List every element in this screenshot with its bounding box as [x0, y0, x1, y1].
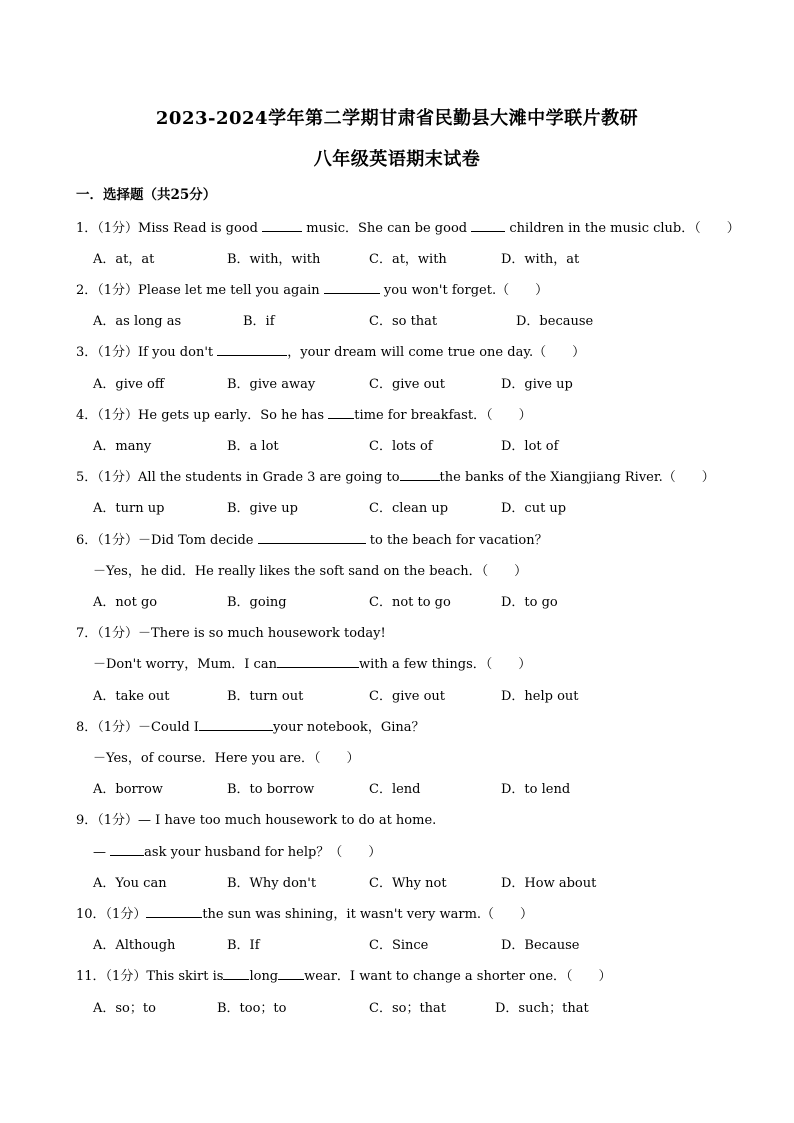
question-stem: －Could I — [138, 720, 199, 735]
exam-title-line2: 八年级英语期末试卷 — [313, 149, 481, 170]
question-8 — [76, 716, 424, 735]
question-stem: the banks of the Xiangjiang River.（ ） — [439, 470, 715, 485]
option-b: B．give away — [227, 377, 316, 392]
question-11 — [76, 965, 612, 984]
option-a: A．at，at — [93, 252, 155, 267]
option-a: A．turn up — [93, 501, 165, 516]
option-d: D．cut up — [501, 501, 567, 516]
answer-blank — [217, 343, 287, 356]
option-a: A．as long as — [93, 314, 182, 329]
question-stem: time for breakfast．（ ） — [354, 408, 532, 423]
option-b: B．too；to — [217, 1001, 287, 1016]
question-number: 8．（1分） — [76, 720, 139, 735]
question-6 — [76, 529, 548, 548]
question-10 — [76, 903, 533, 922]
answer-blank — [324, 281, 380, 294]
question-stem: to the beach for vacation？ — [365, 533, 548, 548]
option-d: D．to go — [501, 595, 558, 610]
option-a: A．many — [93, 439, 152, 454]
question-number: 5．（1分） — [76, 470, 139, 485]
question-stem: music．She can be good — [302, 221, 472, 236]
exam-title-line1: 2023-2024学年第二学期甘肃省民勤县大滩中学联片教研 — [155, 108, 639, 129]
answer-blank — [328, 406, 354, 419]
reply-text: ask your husband for help？（ ） — [144, 845, 382, 860]
option-a: A．give off — [93, 377, 165, 392]
option-c: C．Since — [369, 938, 429, 953]
options-row — [93, 872, 733, 890]
option-d: D．such；that — [495, 1001, 589, 1016]
question-stem: children in the music club．（ ） — [505, 221, 740, 236]
option-c: C．lend — [369, 782, 421, 797]
question-9 — [76, 809, 436, 828]
option-a: A．so；to — [93, 1001, 156, 1016]
question-stem: He gets up early．So he has — [138, 408, 329, 423]
question-number: 3．（1分） — [76, 345, 139, 360]
option-c: C．give out — [369, 377, 446, 392]
question-number: 11．（1分） — [76, 969, 147, 984]
option-c: C．at，with — [369, 252, 447, 267]
option-b: B．to borrow — [227, 782, 315, 797]
answer-blank — [223, 967, 249, 980]
option-d: D．help out — [501, 689, 579, 704]
options-row — [93, 248, 733, 266]
question-number: 2．（1分） — [76, 283, 139, 298]
option-c: C．not to go — [369, 595, 451, 610]
option-a: A．You can — [93, 876, 167, 891]
option-d: D．to lend — [501, 782, 571, 797]
option-b: B．a lot — [227, 439, 279, 454]
option-a: A．borrow — [93, 782, 163, 797]
question-stem: Miss Read is good — [138, 221, 263, 236]
options-row — [93, 373, 733, 391]
option-b: B．turn out — [227, 689, 304, 704]
question-2 — [76, 279, 548, 298]
answer-blank — [146, 905, 202, 918]
answer-blank — [277, 655, 359, 668]
section-heading: 一．选择题（共25分） — [76, 187, 217, 203]
dialogue-reply: －Yes，of course．Here you are．（ ） — [93, 751, 360, 766]
option-c: C．lots of — [369, 439, 433, 454]
option-d: D．give up — [501, 377, 573, 392]
options-row — [93, 497, 733, 515]
question-number: 7．（1分） — [76, 626, 139, 641]
dialogue-reply — [93, 653, 531, 672]
answer-blank — [400, 468, 440, 481]
question-number: 10．（1分） — [76, 907, 147, 922]
question-stem: If you don't — [138, 345, 218, 360]
answer-blank — [199, 718, 273, 731]
option-a: A．not go — [93, 595, 158, 610]
reply-text: — — [93, 845, 111, 860]
options-row — [93, 778, 733, 796]
question-1 — [76, 217, 740, 236]
question-number: 9．（1分） — [76, 813, 139, 828]
question-stem: long — [249, 969, 279, 984]
answer-blank — [258, 531, 366, 544]
options-row — [93, 997, 733, 1015]
question-5 — [76, 466, 715, 485]
answer-blank — [110, 843, 144, 856]
option-b: B．Why don't — [227, 876, 317, 891]
option-b: B．with，with — [227, 252, 321, 267]
question-number: 1．（1分） — [76, 221, 139, 236]
option-c: C．so；that — [369, 1001, 447, 1016]
question-4 — [76, 404, 532, 423]
option-a: A．Although — [93, 938, 176, 953]
options-row — [93, 310, 733, 328]
option-b: B．if — [243, 314, 275, 329]
dialogue-reply — [93, 841, 381, 860]
question-7 — [76, 622, 386, 641]
option-c: C．give out — [369, 689, 446, 704]
question-stem: wear．I want to change a shorter one．（ ） — [304, 969, 612, 984]
question-3 — [76, 341, 585, 360]
question-stem: you won't forget.（ ） — [379, 283, 549, 298]
option-d: D．with，at — [501, 252, 580, 267]
option-a: A．take out — [93, 689, 170, 704]
option-b: B．give up — [227, 501, 298, 516]
question-stem: All the students in Grade 3 are going to — [138, 470, 400, 485]
options-row — [93, 685, 733, 703]
answer-blank — [471, 219, 505, 232]
reply-text: －Don't worry，Mum．I can — [93, 657, 277, 672]
question-stem: Please let me tell you again — [138, 283, 324, 298]
option-d: D．because — [516, 314, 594, 329]
question-stem: This skirt is — [146, 969, 224, 984]
option-c: C．clean up — [369, 501, 449, 516]
reply-text: with a few things．（ ） — [358, 657, 532, 672]
options-row — [93, 934, 733, 952]
option-c: C．so that — [369, 314, 438, 329]
option-d: D．Because — [501, 938, 580, 953]
options-row — [93, 591, 733, 609]
question-number: 6．（1分） — [76, 533, 139, 548]
question-stem: ，your dream will come true one day.（ ） — [287, 345, 586, 360]
answer-blank — [262, 219, 302, 232]
option-d: D．lot of — [501, 439, 559, 454]
question-number: 4．（1分） — [76, 408, 139, 423]
options-row — [93, 435, 733, 453]
option-b: B．going — [227, 595, 287, 610]
question-stem: your notebook，Gina？ — [272, 720, 425, 735]
question-stem: －There is so much housework today! — [138, 626, 386, 641]
option-c: C．Why not — [369, 876, 447, 891]
question-stem: the sun was shining，it wasn't very warm.（ ） — [202, 907, 534, 922]
question-stem: －Did Tom decide — [138, 533, 258, 548]
option-b: B．If — [227, 938, 260, 953]
option-d: D．How about — [501, 876, 597, 891]
answer-blank — [278, 967, 304, 980]
question-stem: — I have too much housework to do at home. — [138, 813, 437, 828]
dialogue-reply: －Yes，he did．He really likes the soft sand on the beach．（ ） — [93, 564, 528, 579]
